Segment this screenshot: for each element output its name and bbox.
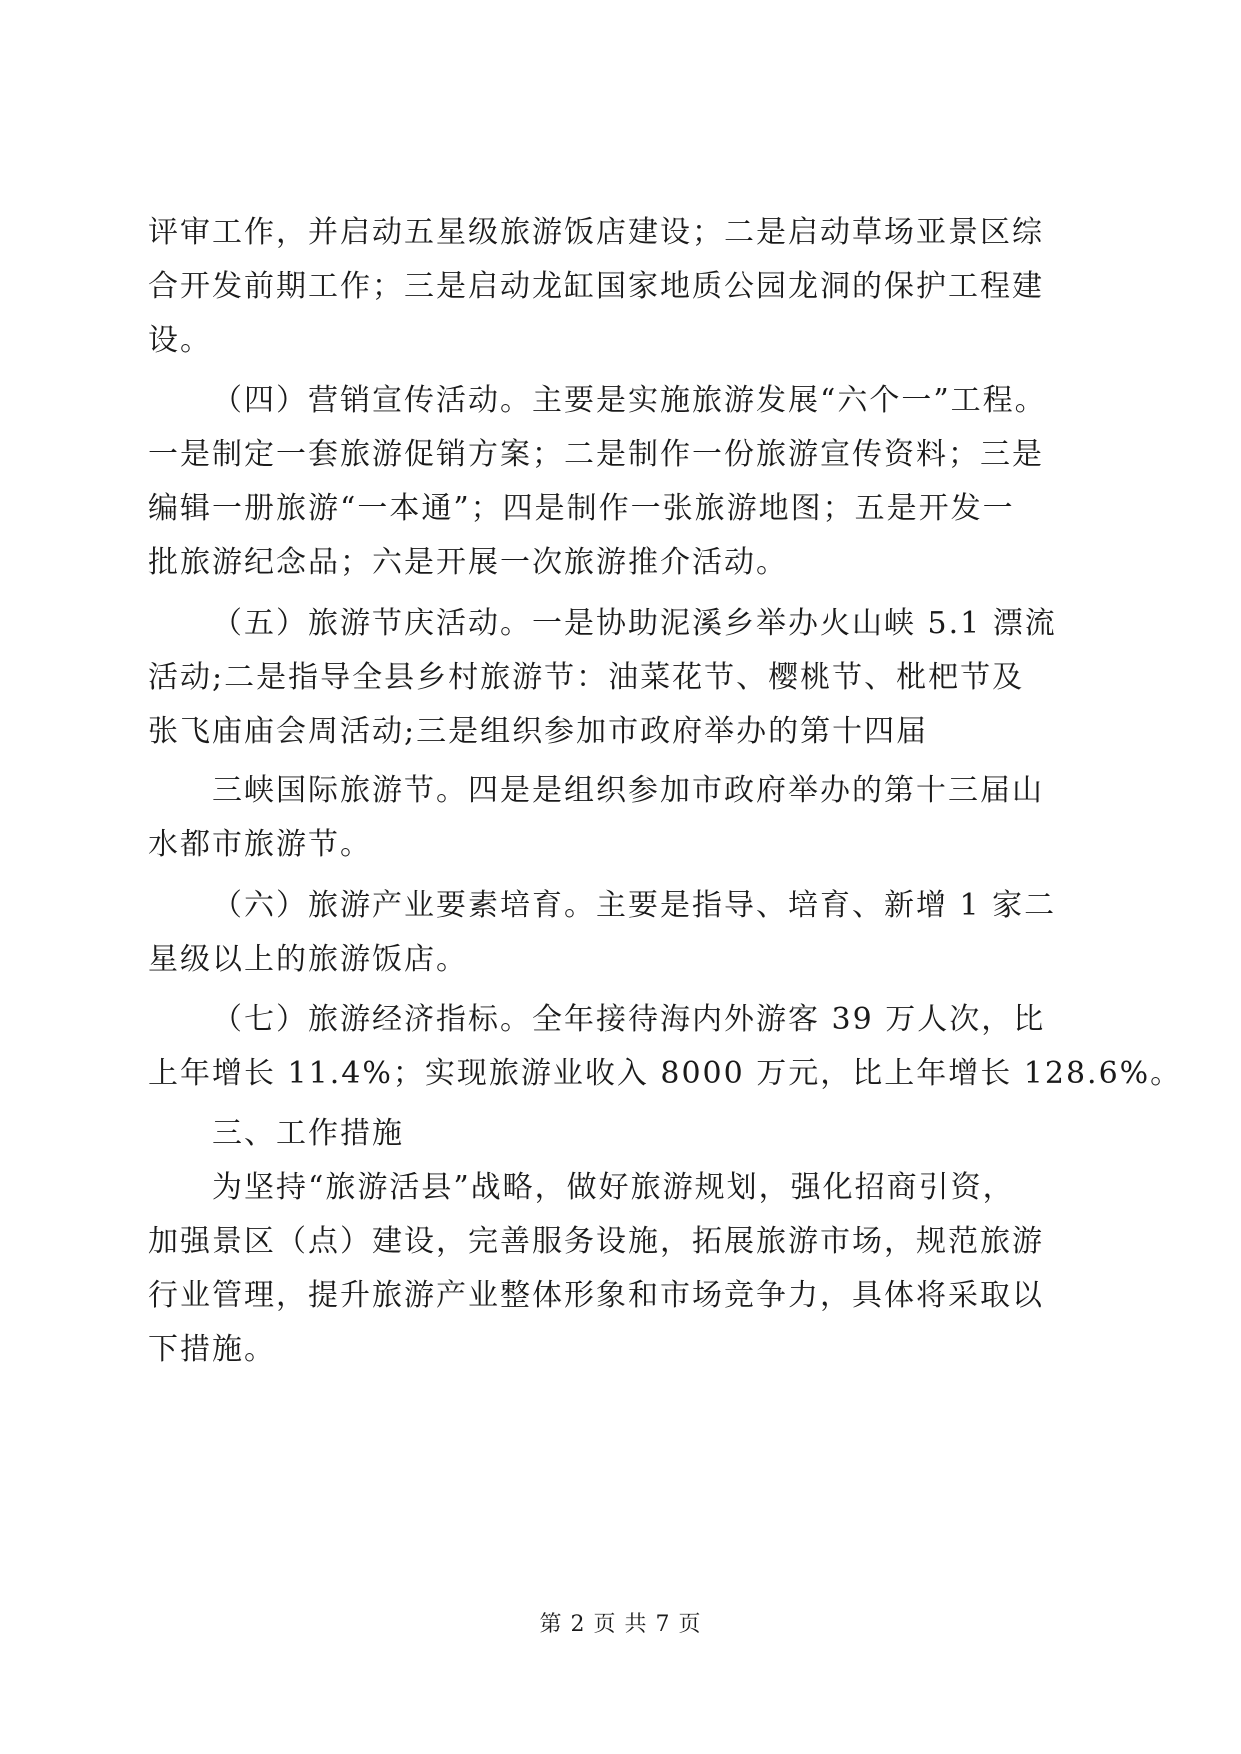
- text-line: 评审工作，并启动五星级旅游饭店建设；二是启动草场亚景区综: [148, 215, 1044, 250]
- text-line: 设。: [148, 323, 212, 358]
- text-line: 三峡国际旅游节。四是是组织参加市政府举办的第十三届山: [212, 773, 1044, 808]
- section-heading-seven: （七）旅游经济指标。全年接待海内外游客 39 万人次，比: [212, 1002, 1046, 1037]
- page-number-footer: 第 2 页 共 7 页: [539, 1612, 702, 1637]
- text-line: 行业管理，提升旅游产业整体形象和市场竞争力，具体将采取以: [148, 1278, 1044, 1313]
- text-line: 编辑一册旅游“一本通”；四是制作一张旅游地图；五是开发一: [148, 491, 1015, 526]
- chapter-heading-three: 三、工作措施: [212, 1116, 404, 1151]
- text-line: 活动;二是指导全县乡村旅游节：油菜花节、樱桃节、枇杷节及: [148, 660, 1025, 695]
- text-line: 张飞庙庙会周活动;三是组织参加市政府举办的第十四届: [148, 714, 929, 749]
- text-line: 水都市旅游节。: [148, 827, 372, 862]
- text-line: 加强景区（点）建设，完善服务设施，拓展旅游市场，规范旅游: [148, 1224, 1044, 1259]
- section-heading-six: （六）旅游产业要素培育。主要是指导、培育、新增 1 家二: [212, 888, 1057, 923]
- text-line: 批旅游纪念品；六是开展一次旅游推介活动。: [148, 545, 788, 580]
- section-heading-four: （四）营销宣传活动。主要是实施旅游发展“六个一”工程。: [212, 383, 1047, 418]
- text-line: 下措施。: [148, 1332, 276, 1367]
- section-heading-five: （五）旅游节庆活动。一是协助泥溪乡举办火山峡 5.1 漂流: [212, 606, 1057, 641]
- text-line: 上年增长 11.4%；实现旅游业收入 8000 万元，比上年增长 128.6%。: [148, 1056, 1183, 1091]
- text-line: 合开发前期工作；三是启动龙缸国家地质公园龙洞的保护工程建: [148, 269, 1044, 304]
- text-line: 为坚持“旅游活县”战略，做好旅游规划，强化招商引资，: [212, 1170, 1015, 1205]
- text-line: 星级以上的旅游饭店。: [148, 942, 468, 977]
- text-line: 一是制定一套旅游促销方案；二是制作一份旅游宣传资料；三是: [148, 437, 1044, 472]
